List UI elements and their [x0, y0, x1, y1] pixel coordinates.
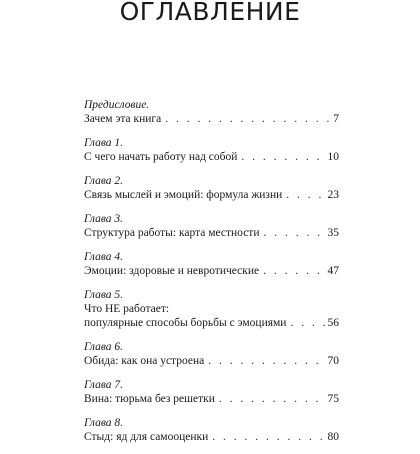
chapter-title-line: Что НЕ работает: — [84, 303, 170, 315]
dot-leader — [212, 430, 325, 444]
page-number: 10 — [327, 151, 339, 163]
chapter-title: Вина: тюрьма без решетки — [84, 393, 215, 405]
chapter-title: Обида: как она устроена — [84, 355, 205, 367]
toc-leader-row — [84, 112, 339, 126]
toc-leader-row — [84, 188, 339, 202]
toc-entry — [84, 250, 339, 278]
chapter-label: Глава 2. — [84, 175, 123, 187]
toc-leader-row — [84, 430, 339, 444]
chapter-label: Глава 1. — [84, 137, 123, 149]
toc-entry — [84, 340, 339, 368]
dot-leader — [241, 150, 325, 164]
chapter-label: Глава 5. — [84, 289, 123, 301]
toc-entry — [84, 416, 339, 444]
dot-leader — [263, 226, 325, 240]
chapter-label: Глава 3. — [84, 213, 123, 225]
dot-leader — [165, 112, 331, 126]
toc-leader-row — [84, 264, 339, 278]
chapter-title: Стыд: яд для самооценки — [84, 431, 209, 443]
chapter-title: С чего начать работу над собой — [84, 151, 238, 163]
table-of-contents — [84, 98, 339, 454]
chapter-label: Предисловие. — [84, 99, 150, 111]
toc-entry — [84, 378, 339, 406]
chapter-label: Глава 6. — [84, 341, 123, 353]
chapter-title: популярные способы борьбы с эмоциями — [84, 317, 287, 329]
toc-leader-row — [84, 150, 339, 164]
page-number: 70 — [327, 355, 339, 367]
toc-leader-row — [84, 392, 339, 406]
dot-leader — [286, 188, 325, 202]
toc-leader-row — [84, 316, 339, 330]
page-number: 7 — [333, 113, 339, 125]
chapter-label: Глава 8. — [84, 417, 123, 429]
toc-leader-row — [84, 226, 339, 240]
chapter-title: Зачем эта книга — [84, 113, 162, 125]
toc-entry — [84, 212, 339, 240]
page-title: ОГЛАВЛЕНИЕ — [119, 0, 301, 26]
page-number: 47 — [327, 265, 339, 277]
toc-entry — [84, 288, 339, 330]
toc-entry — [84, 98, 339, 126]
dot-leader — [290, 316, 325, 330]
chapter-title: Связь мыслей и эмоций: формула жизни — [84, 189, 283, 201]
dot-leader — [208, 354, 325, 368]
page-number: 35 — [327, 227, 339, 239]
chapter-title: Структура работы: карта местности — [84, 227, 260, 239]
chapter-label: Глава 4. — [84, 251, 123, 263]
toc-entry — [84, 136, 339, 164]
page-number: 80 — [327, 431, 339, 443]
chapter-label: Глава 7. — [84, 379, 123, 391]
toc-leader-row — [84, 354, 339, 368]
dot-leader — [219, 392, 326, 406]
page-number: 75 — [327, 393, 339, 405]
dot-leader — [263, 264, 325, 278]
page-number: 23 — [327, 189, 339, 201]
toc-entry — [84, 174, 339, 202]
chapter-title: Эмоции: здоровые и невротические — [84, 265, 260, 277]
page-number: 56 — [327, 317, 339, 329]
